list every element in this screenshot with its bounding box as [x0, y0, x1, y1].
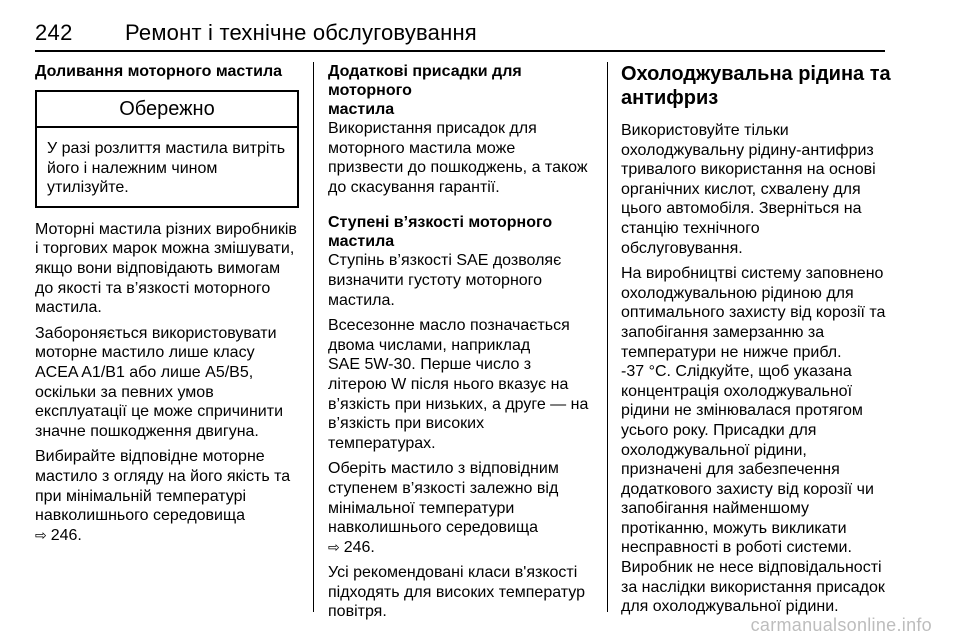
caution-title: Обережно: [37, 92, 297, 128]
text-line: моторне мастило лише класу: [35, 344, 255, 362]
caution-box: [35, 90, 299, 208]
text-line: навколишнього середовища: [35, 507, 246, 525]
text-line: повітря.: [328, 603, 387, 621]
column-divider: [607, 62, 608, 612]
text-line: Ступені в’язкості моторного: [328, 214, 553, 232]
text-line: визначити густоту моторного: [328, 271, 543, 289]
text-line: концентрація охолоджувальної: [621, 382, 853, 400]
watermark: carmanualsonline.info: [750, 615, 932, 635]
paragraph: [35, 324, 299, 442]
text-line: утилізуйте.: [47, 179, 129, 197]
text-line: мастила: [328, 233, 395, 251]
text-line: протіканню, можуть викликати: [621, 519, 847, 537]
text-line: охолоджувальною рідиною для: [621, 284, 854, 302]
text-line: призначені для забезпечення: [621, 461, 840, 479]
paragraph: [328, 563, 596, 622]
text-line: станцію технічного: [621, 219, 760, 237]
paragraph: [621, 121, 891, 258]
text-line: несправності в роботі системи.: [621, 539, 852, 557]
text-line: рідини не змінювалася протягом: [621, 402, 863, 420]
page-number: 242: [35, 20, 73, 45]
text-line: мастила.: [328, 291, 395, 309]
text-line: при мінімальній температурі: [35, 487, 247, 505]
text-line: Додаткові присадки для моторного: [328, 63, 522, 99]
text-line: усього року. Присадки для: [621, 421, 817, 439]
page-reference-link[interactable]: [328, 538, 596, 558]
paragraph: [328, 316, 596, 453]
paragraph: [328, 119, 596, 197]
text-line: за наслідки використання присадок: [621, 578, 885, 596]
text-line: Використовуйте тільки: [621, 122, 789, 139]
text-line: Моторні мастила різних виробників: [35, 220, 297, 238]
page-reference: 246.: [50, 526, 82, 544]
text-line: температури не нижче прибл.: [621, 343, 842, 361]
text-line: ступенем в’язкості залежно від: [328, 479, 559, 497]
column-1: [35, 62, 299, 545]
text-line: охолоджувальної рідини,: [621, 441, 807, 459]
text-line: антифриз: [621, 87, 719, 109]
text-line: призвести до пошкоджень, а також: [328, 159, 588, 177]
text-line: оптимального захисту від корозії та: [621, 304, 886, 322]
text-line: Використання присадок для: [328, 120, 537, 137]
reference-arrow-icon: ⇨: [328, 538, 340, 555]
text-line: якщо вони відповідають вимогам: [35, 259, 281, 277]
text-line: На виробництві систему заповнено: [621, 265, 884, 283]
page-header: [35, 18, 935, 52]
text-line: літерою W після нього вказує на: [328, 375, 569, 393]
text-line: його і належним чином: [47, 159, 218, 177]
column-2: [328, 62, 596, 622]
caution-text: [37, 128, 297, 206]
text-line: запобігання замерзанню за: [621, 323, 825, 341]
text-line: Виробник не несе відповідальності: [621, 559, 882, 577]
text-line: У разі розлиття мастила витріть: [47, 140, 286, 157]
text-line: додаткового захисту від корозії чи: [621, 480, 874, 498]
text-line: Усі рекомендовані класи в'язкості: [328, 564, 578, 582]
text-line: в’язкість при низьких, а друге — на: [328, 395, 589, 413]
text-line: значне пошкодження двигуна.: [35, 422, 259, 440]
text-line: Забороняється використовувати: [35, 324, 277, 342]
text-line: Оберіть мастило з відповідним: [328, 460, 559, 478]
text-line: для охолоджувальної рідини.: [621, 598, 839, 616]
text-line: SAE 5W-30. Перше число з: [328, 356, 532, 374]
page-reference: 246.: [343, 538, 375, 556]
chapter-title: Ремонт і технічне обслуговування: [125, 20, 477, 45]
text-line: експлуатації це може спричинити: [35, 403, 284, 421]
text-line: і торгових марок можна змішувати,: [35, 240, 295, 258]
text-line: мастило з огляду на його якість та: [35, 467, 291, 485]
text-line: охолоджувальну рідину-антифриз: [621, 141, 874, 159]
text-line: до скасування гарантії.: [328, 178, 500, 196]
text-line: двома числами, наприклад: [328, 336, 531, 354]
paragraph: [328, 251, 596, 310]
text-line: мастила.: [35, 299, 102, 317]
column-divider: [313, 62, 314, 612]
text-line: обслуговування.: [621, 239, 743, 257]
section-title-viscosity: [328, 213, 596, 251]
text-line: моторного мастила може: [328, 139, 516, 157]
text-line: Ступінь в’язкості SAE дозволяє: [328, 252, 562, 270]
text-line: підходять для високих температур: [328, 583, 585, 601]
text-line: в’язкість при високих: [328, 415, 485, 433]
column-3: [621, 62, 891, 617]
section-title-oil-additives: [328, 62, 596, 119]
text-line: Всесезонне масло позначається: [328, 317, 570, 335]
paragraph: [35, 220, 299, 318]
text-line: ACEA A1/B1 або лише A5/B5,: [35, 363, 254, 381]
reference-arrow-icon: ⇨: [35, 526, 47, 543]
text-line: -37 °C. Слідкуйте, щоб указана: [621, 363, 852, 381]
section-title-oil-topup: Доливання моторного мастила: [35, 63, 283, 80]
header-rule: [35, 50, 885, 52]
text-line: мінімальної температури: [328, 499, 515, 517]
text-line: цього автомобіля. Зверніться на: [621, 200, 862, 218]
text-line: тривалого використання на основі: [621, 161, 876, 179]
text-line: Охолоджувальна рідина та: [621, 63, 891, 85]
text-line: оскільки за певних умов: [35, 383, 214, 401]
text-line: температурах.: [328, 434, 436, 452]
paragraph: [328, 459, 596, 557]
page-reference-link[interactable]: [35, 526, 299, 546]
text-line: навколишнього середовища: [328, 519, 539, 537]
text-line: мастила: [328, 101, 395, 118]
text-line: Вибирайте відповідне моторне: [35, 448, 265, 466]
section-title-coolant: [621, 62, 891, 110]
paragraph: [35, 447, 299, 545]
text-line: органічних кислот, схвалену для: [621, 180, 861, 198]
text-line: до якості та в’язкості моторного: [35, 279, 271, 297]
text-line: запобігання найменшому: [621, 500, 809, 518]
paragraph: [621, 264, 891, 617]
